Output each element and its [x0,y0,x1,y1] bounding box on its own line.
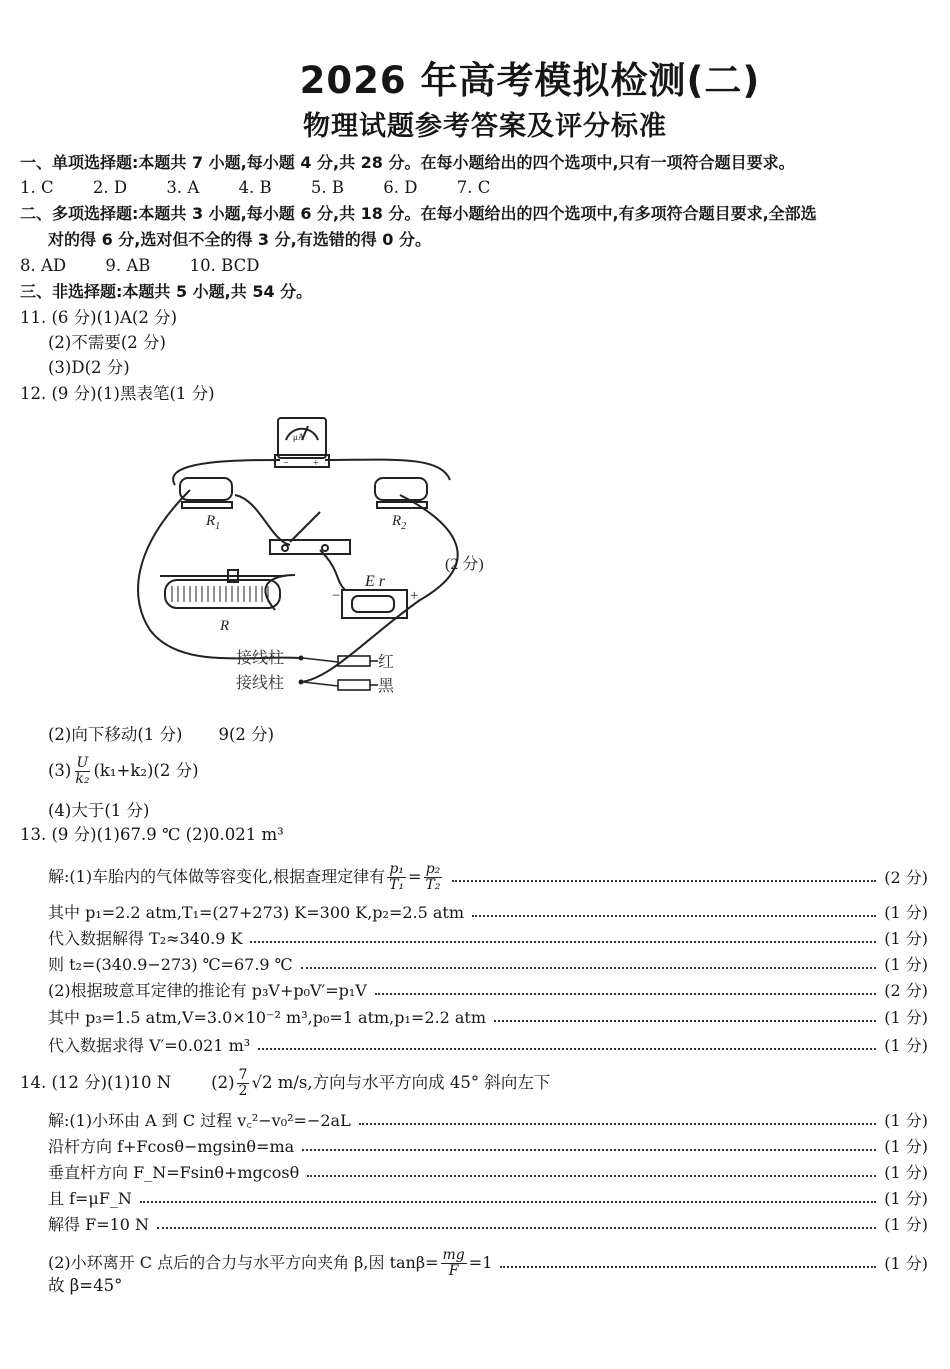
battery [352,596,394,612]
terminal-2-label: 接线柱 [236,673,285,692]
part2-heading-line2: 对的得 6 分,选对但不全的得 3 分,有选错的得 0 分。 [48,230,431,249]
solution-row [48,980,928,1002]
solution-text: 解得 F=10 N [48,1215,150,1234]
solution-row [48,954,928,976]
terminal-1-label: 接线柱 [236,648,285,667]
battery-plus: + [410,588,419,604]
cut-off-line [48,1276,123,1297]
fraction [441,1248,467,1279]
solution-text [48,1248,492,1279]
fraction-num: U [76,755,89,771]
solution-row [48,1110,928,1132]
score: (1 分) [884,903,928,922]
fraction [237,1068,250,1099]
r1-label: $R_1$ [206,513,221,532]
r2-label: $R_2$ [392,513,407,532]
wire [173,460,280,485]
part3-heading: 三、非选择题:本题共 5 小题,共 54 分。 [20,282,313,301]
solution-text: (2)根据玻意耳定律的推论有 p₃V+p₀V′=p₁V [48,981,367,1000]
q14-part1-answer: 14. (12 分)(1)10 N [20,1073,172,1092]
score: (1 分) [884,1036,928,1055]
answer-4: 4. B [238,178,272,197]
solution-text: 垂直杆方向 F_N=Fsinθ+mgcosθ [48,1163,300,1182]
solution-text: 解:(1)小环由 A 到 C 过程 v꜀²−v₀²=−2aL [48,1111,351,1130]
score: (1 分) [884,1111,928,1130]
solution-text: 代入数据求得 V′=0.021 m³ [48,1036,251,1055]
answer-5: 5. B [310,178,344,197]
q12-part3-prefix: (3) [48,761,72,780]
solution-text-main: 解:(1)车胎内的气体做等容变化,根据查理定律有 [48,867,386,886]
score: (1 分) [884,1163,928,1182]
q12-part2-answer: (2)向下移动(1 分) [48,725,183,744]
page-subtitle: 物理试题参考答案及评分标准 [303,111,667,142]
score: (1 分) [884,1253,928,1273]
resistor-r2 [375,478,427,500]
solution-row [48,862,928,893]
part2-heading-line1: 二、多项选择题:本题共 3 小题,每小题 6 分,共 18 分。在每小题给出的四个选项中,有多项符合题目要求,全部选 [20,204,817,223]
q14-part2-answer: √2 m/s,方向与水平方向成 45° 斜向左下 [251,1073,551,1092]
part2-answers [20,255,293,277]
solution-row [48,1188,928,1210]
fraction [387,862,406,893]
meter-plus-label: + [313,458,319,469]
terminal-2 [299,680,304,685]
score: (1 分) [884,929,928,948]
black-label: 黑 [378,676,395,695]
score: (1 分) [884,1137,928,1156]
dot-leader [258,1048,876,1050]
black-probe [338,680,370,690]
fraction-den: T₁ [389,877,405,893]
q14-part2-prefix: (2) [211,1073,235,1092]
part1-heading: 一、单项选择题:本题共 7 小题,每小题 4 分,共 28 分。在每小题给出的四个选项中,只有一项符合题目要求。 [20,153,795,172]
solution-text-tail: =1 [468,1253,493,1272]
solution-row [48,928,928,950]
score: (1 分) [884,1215,928,1234]
fraction [424,862,443,893]
solution-row [48,902,928,924]
answer-10: 10. BCD [189,256,260,275]
rheostat-label: R [220,618,230,634]
answer-2: 2. D [92,178,128,197]
microammeter-label: μA [293,432,305,442]
fraction-den: 2 [238,1083,248,1099]
q12-line1: 12. (9 分)(1)黑表笔(1 分) [20,384,215,403]
q12-line3 [48,756,199,787]
solution-row [48,1035,928,1057]
part1-answers [20,177,524,199]
dot-leader [302,1149,876,1151]
dot-leader [157,1227,876,1229]
q11-line3: (3)D(2 分) [48,358,130,377]
fraction-den: k₂ [75,771,90,787]
answer-8: 8. AD [20,256,67,275]
dot-leader [301,967,877,969]
red-label: 红 [378,652,395,671]
dot-leader [452,880,876,882]
solution-text: 代入数据解得 T₂≈340.9 K [48,929,243,948]
answer-3: 3. A [166,178,200,197]
answer-1: 1. C [20,178,54,197]
score: (2 分) [884,867,928,887]
fraction-num: p₂ [425,861,441,877]
solution-text: 其中 p₃=1.5 atm,V=3.0×10⁻² m³,p₀=1 atm,p₁=2.2 atm [48,1008,486,1027]
terminal-1 [299,656,304,661]
source-label: E r [365,573,385,590]
score: (2 分) [884,981,928,1000]
solution-text: 沿杆方向 f+Fcosθ−mgsinθ=ma [48,1137,295,1156]
rheostat [165,580,280,608]
cut-off-text: 故 β=45° [48,1276,123,1295]
score: (1 分) [884,1008,928,1027]
dot-leader [472,915,876,917]
fraction-num: p₁ [389,861,404,877]
dot-leader [307,1175,876,1177]
solution-text: 其中 p₁=2.2 atm,T₁=(27+273) K=300 K,p₂=2.5 atm [48,903,465,922]
dot-leader [359,1123,877,1125]
dot-leader [140,1201,876,1203]
battery-minus: − [332,588,341,604]
solution-row [48,1248,928,1279]
dot-leader [494,1020,876,1022]
answer-6: 6. D [383,178,418,197]
answer-9: 9. AB [105,256,151,275]
circuit-diagram [120,400,540,700]
fraction-num: mg [442,1247,465,1263]
solution-text: 解:(1)车胎内的气体做等容变化,根据查理定律有 $\frac{\text{p₁}}{\text{T₁}}$ = $\frac{\text{p₂}}{\text{T₂}}$ [48,861,441,893]
q14-line1 [20,1068,550,1099]
q11-line2: (2)不需要(2 分) [48,333,166,352]
solution-row [48,1162,928,1184]
wire [325,460,450,480]
switch-lever [290,512,320,542]
q12-part3-suffix: (k₁+k₂)(2 分) [93,761,199,780]
score: (1 分) [884,1189,928,1208]
q12-diagram-score: (2 分) [445,556,484,573]
q11-line1: 11. (6 分)(1)A(2 分) [20,308,178,327]
resistor-r1 [180,478,232,500]
solution-row [48,1136,928,1158]
q12-line2 [48,724,274,746]
solution-text-main: (2)小环离开 C 点后的合力与水平方向夹角 β,因 tanβ= [48,1253,439,1272]
meter-minus-label: − [283,458,289,469]
wire [320,550,345,590]
fraction-den: T₂ [425,877,441,893]
dot-leader [375,993,876,995]
answer-7: 7. C [456,178,491,197]
dot-leader [500,1266,876,1268]
solution-text: 则 t₂=(340.9−273) ℃=67.9 ℃ [48,955,293,974]
page-title: 2026 年高考模拟检测(二) [299,59,761,102]
solution-text: 且 f=μF_N [48,1189,132,1208]
solution-row [48,1214,928,1236]
solution-row [48,1007,928,1029]
fraction-num: 7 [238,1067,248,1083]
q12-line4: (4)大于(1 分) [48,801,150,820]
wire [235,495,290,545]
fraction [73,756,91,787]
q13-line1: 13. (9 分)(1)67.9 ℃ (2)0.021 m³ [20,825,284,844]
fraction-den: F [448,1263,459,1279]
dot-leader [250,941,876,943]
q12-part2-value: 9(2 分) [218,725,275,744]
score: (1 分) [884,955,928,974]
